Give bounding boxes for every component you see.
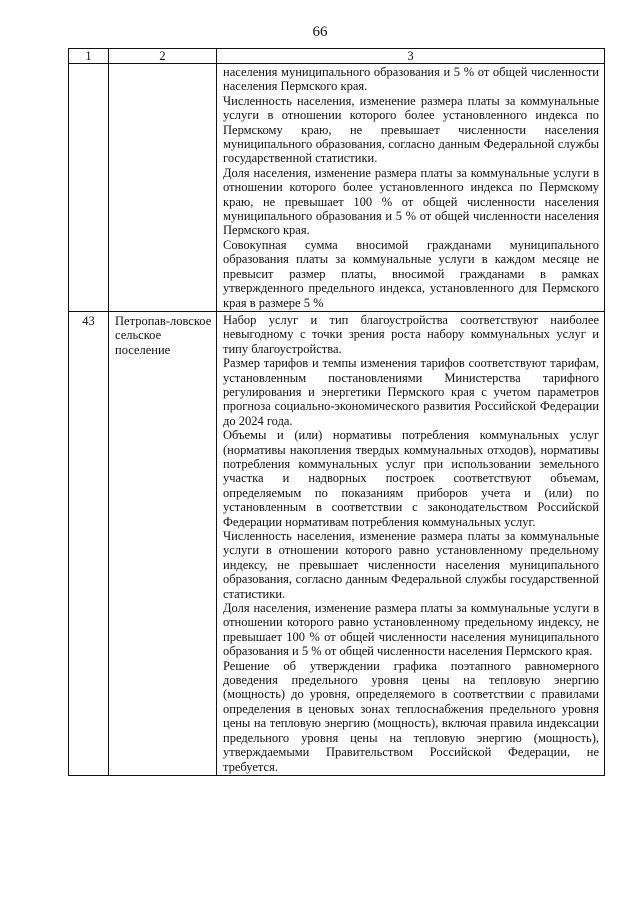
description-paragraph: Набор услуг и тип благоустройства соответствуют наиболее невыгодному с точки зрения роста набору коммунальных услуг и типу благоустройства. bbox=[223, 312, 599, 356]
header-col-2: 2 bbox=[109, 49, 217, 64]
settlement-name-cell bbox=[109, 311, 217, 775]
document-table bbox=[68, 48, 605, 776]
description-paragraph: Доля населения, изменение размера платы за коммунальные услуги в отношении которого более установленного индекса по Пермскому краю, не превышает 100 % от общей численности населения муниципального образования и 5 % от общей численности населения Пермского края. bbox=[223, 165, 599, 238]
description-paragraph: Численность населения, изменение размера платы за коммунальные услуги в отношении которого более установленного индекса по Пермскому краю, не превышает численности населения муниципального образования, согласно данным Федеральной службы государственной статистики. bbox=[223, 93, 599, 166]
header-col-1: 1 bbox=[69, 49, 109, 64]
table-header-row bbox=[69, 49, 605, 64]
description-paragraph: Объемы и (или) нормативы потребления коммунальных услуг (нормативы накопления твердых коммунальных отходов), нормативы потребления коммунальных услуг при использовании земельного участка и надворных построек соответствуют объемам, определяемым по показаниям приборов учета и (или) по установленным в соответствии с законодательством Российской Федерации нормативам потребления коммунальных услуг. bbox=[223, 428, 599, 529]
table-row-continuation bbox=[69, 64, 605, 312]
description-paragraph: Численность населения, изменение размера платы за коммунальные услуги в отношении которого равно установленному предельному индексу, не превышает численности населения муниципального образования, согласно данным Федеральной службы государственной статистики. bbox=[223, 529, 599, 601]
settlement-name: Петропав-ловское сельское поселение bbox=[115, 313, 212, 357]
description-paragraph: Решение об утверждении графика поэтапного равномерного доведения предельного уровня цены на тепловую энергию (мощность) до уровня, определяемого в соответствии с правилами определения в ценовых зонах теплоснабжения предельного уровня цены на тепловую энергию (мощность), включая правила индексации предельного уровня цены на тепловую энергию (мощность), утверждаемыми Правительством Российской Федерации, не требуется. bbox=[223, 658, 599, 774]
page-number: 66 bbox=[312, 24, 328, 40]
description-paragraph: Размер тарифов и темпы изменения тарифов соответствуют тарифам, установленным постановлениями Министерства тарифного регулирования и энергетики Пермского края с учетом параметров прогноза социально-экономического развития Российской Федерации до 2024 года. bbox=[223, 356, 599, 428]
table-row-43 bbox=[69, 311, 605, 775]
row-number-cell bbox=[69, 311, 109, 775]
settlement-name bbox=[109, 64, 216, 66]
row-number bbox=[69, 64, 108, 66]
description-paragraph: Доля населения, изменение размера платы за коммунальные услуги в отношении которого равно установленному предельному индексу, не превышает 100 % от общей численности населения муниципального образования и 5 % от общей численности населения Пермского края. bbox=[223, 601, 599, 659]
settlement-name-cell bbox=[109, 64, 217, 312]
description-cell bbox=[217, 311, 605, 775]
header-col-3: 3 bbox=[217, 49, 605, 64]
row-number-cell bbox=[69, 64, 109, 312]
description-cell bbox=[217, 64, 605, 312]
description-paragraph: населения муниципального образования и 5 % от общей численности населения Пермского края. bbox=[223, 65, 599, 94]
row-number: 43 bbox=[82, 313, 95, 328]
description-paragraph: Совокупная сумма вносимой гражданами муниципального образования платы за коммунальные услуги в каждом месяце не превысит размер платы, вносимой гражданами в рамках утвержденного предельного индекса, установленного для Пермского края в размере 5 % bbox=[223, 237, 599, 310]
